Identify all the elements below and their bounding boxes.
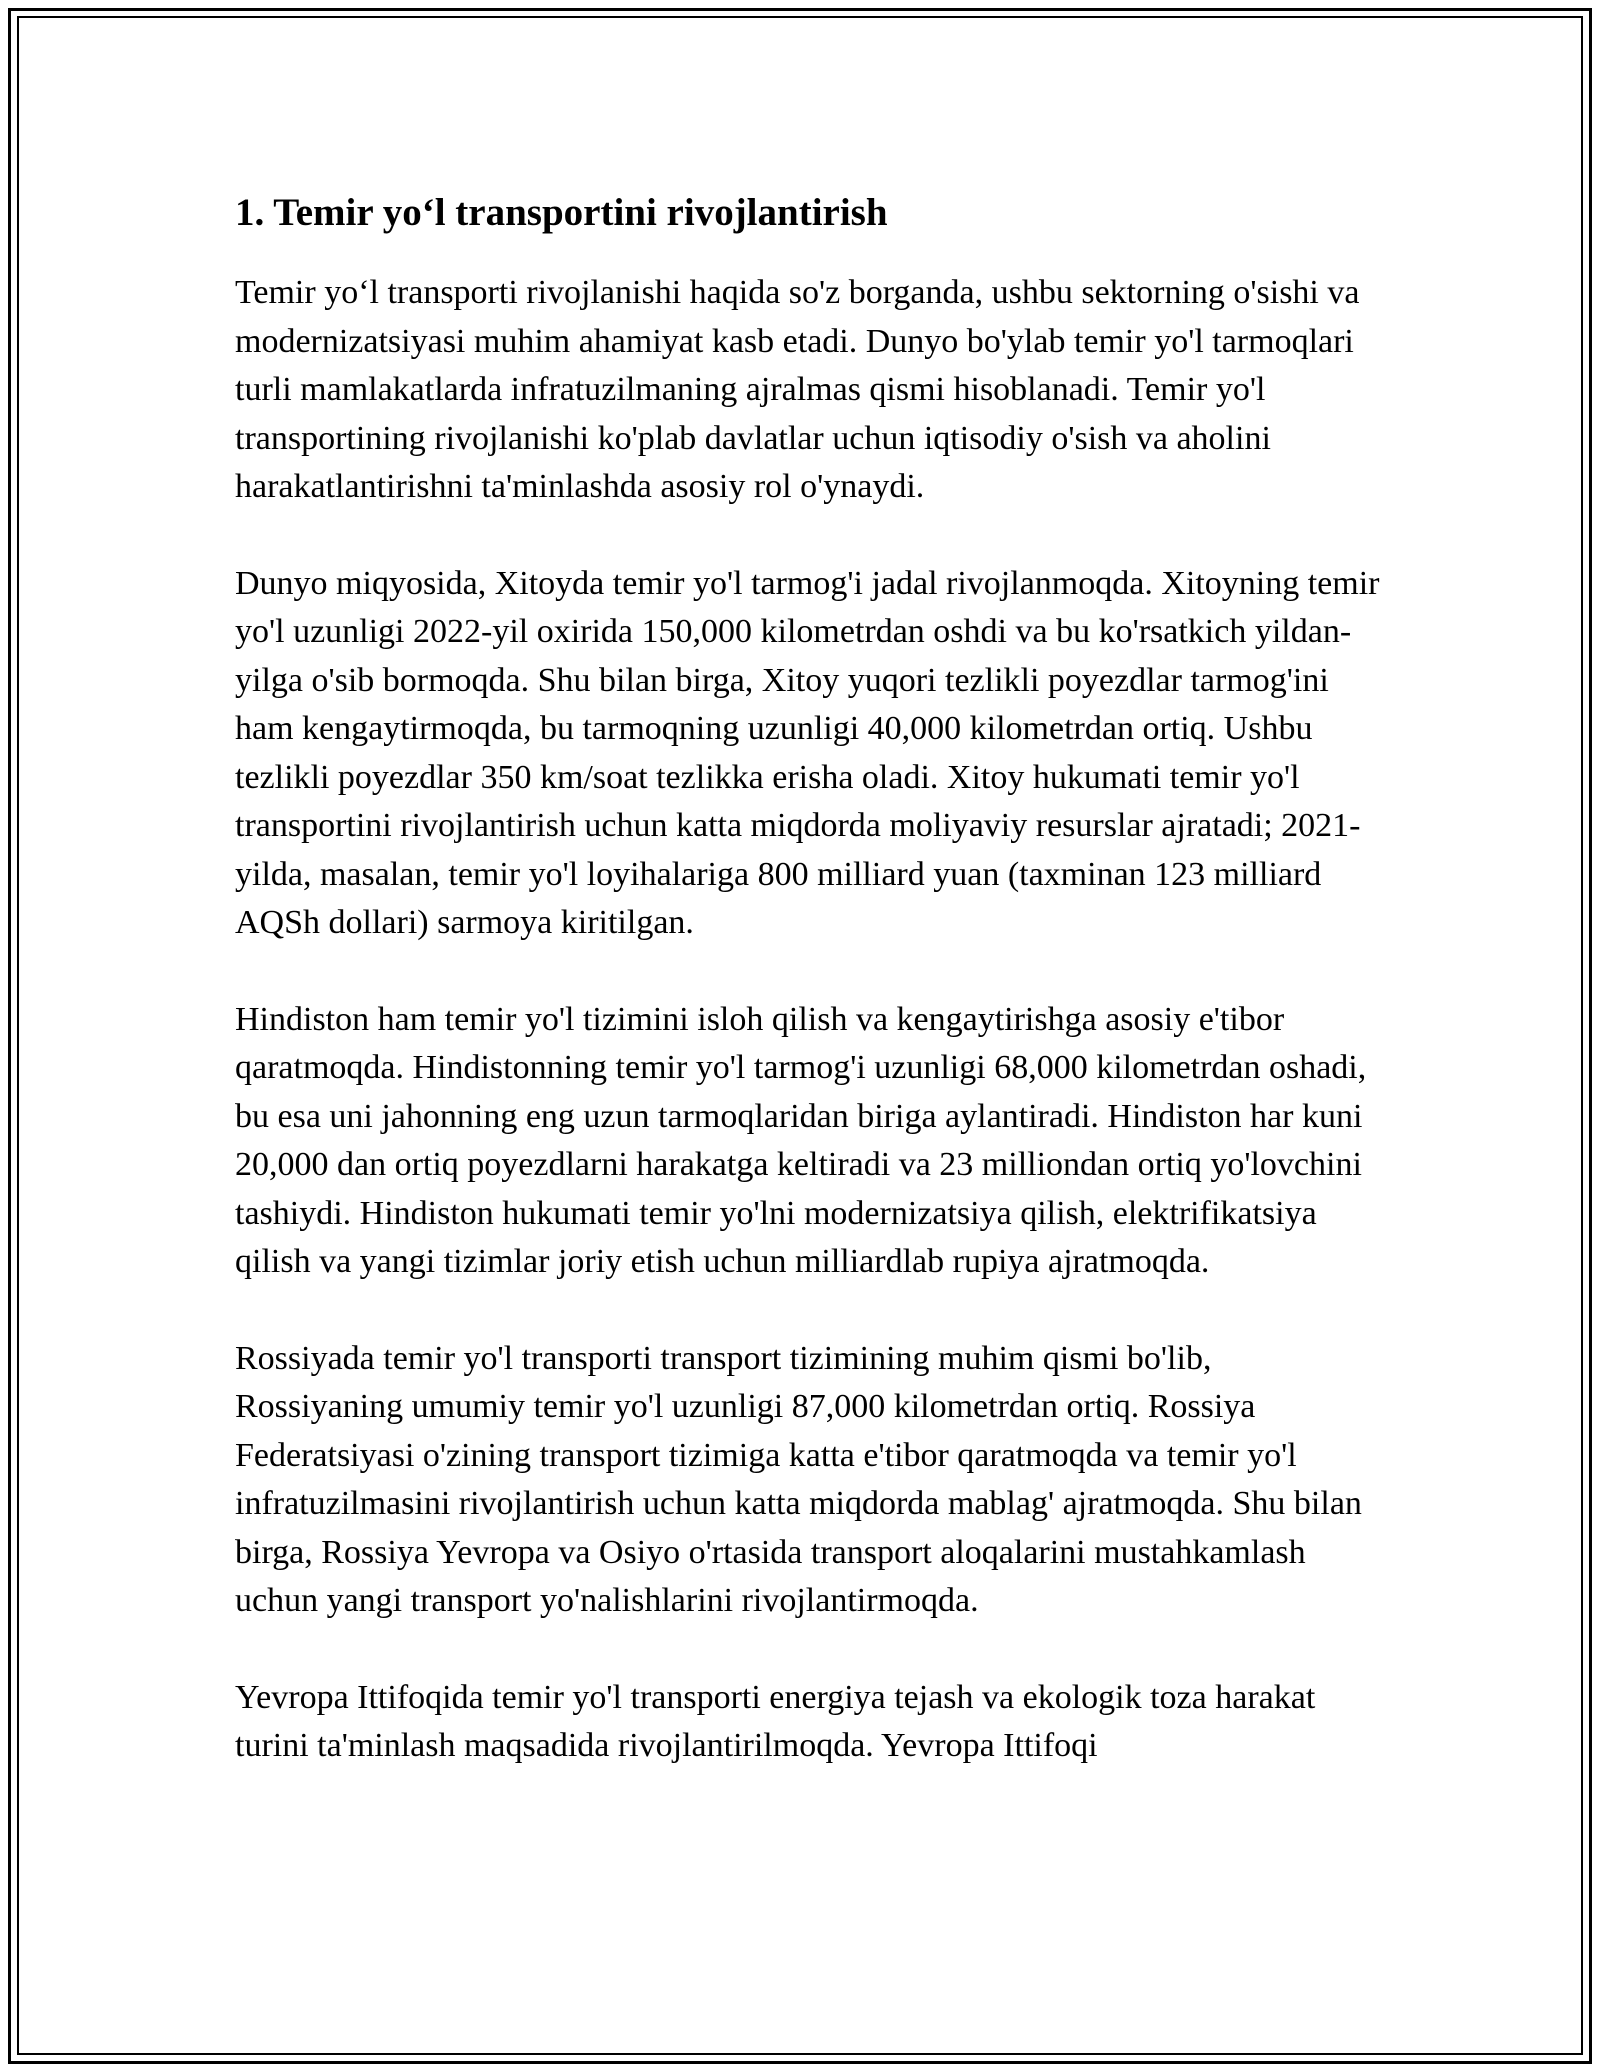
paragraph-india: Hindiston ham temir yo'l tizimini isloh qilish va kengaytirishga asosiy e'tibor qaratmoqda. Hindistonning temir yo'l tarmog'i uzunligi 68,000 kilometrdan oshadi, bu esa uni jahonning eng uzun tarmoqlaridan biriga aylantiradi. Hindiston har kuni 20,000 dan ortiq poyezdlarni harakatga keltiradi va 23 milliondan ortiq yo'lovchini tashiydi. Hindiston hukumati temir yo'lni modernizatsiya qilish, elektrifikatsiya qilish va yangi tizimlar joriy etish uchun milliardlab rupiya ajratmoqda. xyxy=(235,1000,1367,1280)
section-heading: 1. Temir yo‘l transportini rivojlantirish xyxy=(235,191,888,234)
paragraph-russia: Rossiyada temir yo'l transporti transport tizimining muhim qismi bo'lib, Rossiyaning umumiy temir yo'l uzunligi 87,000 kilometrdan ortiq. Rossiya Federatsiyasi o'zining transport tizimiga katta e'tibor qaratmoqda va temir yo'l infratuzilmasini rivojlantirish uchun katta miqdorda mablag' ajratmoqda. Shu bilan birga, Rossiya Yevropa va Osiyo o'rtasida transport aloqalarini mustahkamlash uchun yangi transport yo'nalishlarini rivojlantirmoqda. xyxy=(235,1339,1362,1619)
document-page xyxy=(235,185,1385,1819)
paragraph-railway-intro: Temir yo‘l transporti rivojlanishi haqida so'z borganda, ushbu sektorning o'sishi va modernizatsiyasi muhim ahamiyat kasb etadi. Dunyo bo'ylab temir yo'l tarmoqlari turli mamlakatlarda infratuzilmaning ajralmas qismi hisoblanadi. Temir yo'l transportining rivojlanishi ko'plab davlatlar uchun iqtisodiy o'sish va aholini harakatlantirishni ta'minlashda asosiy rol o'ynaydi. xyxy=(235,274,1360,505)
paragraph-china: Dunyo miqyosida, Xitoyda temir yo'l tarmog'i jadal rivojlanmoqda. Xitoyning temir yo'l uzunligi 2022-yil oxirida 150,000 kilometrdan oshdi va bu ko'rsatkich yildan-yilga o'sib bormoqda. Shu bilan birga, Xitoy yuqori tezlikli poyezdlar tarmog'ini ham kengaytirmoqda, bu tarmoqning uzunligi 40,000 kilometrdan ortiq. Ushbu tezlikli poyezdlar 350 km/soat tezlikka erisha oladi. Xitoy hukumati temir yo'l transportini rivojlantirish uchun katta miqdorda moliyaviy resurslar ajratadi; 2021-yilda, masalan, temir yo'l loyihalariga 800 milliard yuan (taxminan 123 milliard AQSh dollari) sarmoya kiritilgan. xyxy=(235,564,1380,941)
paragraph-european-union: Yevropa Ittifoqida temir yo'l transporti energiya tejash va ekologik toza harakat turini ta'minlash maqsadida rivojlantirilmoqda. Yevropa Ittifoqi xyxy=(235,1678,1316,1764)
